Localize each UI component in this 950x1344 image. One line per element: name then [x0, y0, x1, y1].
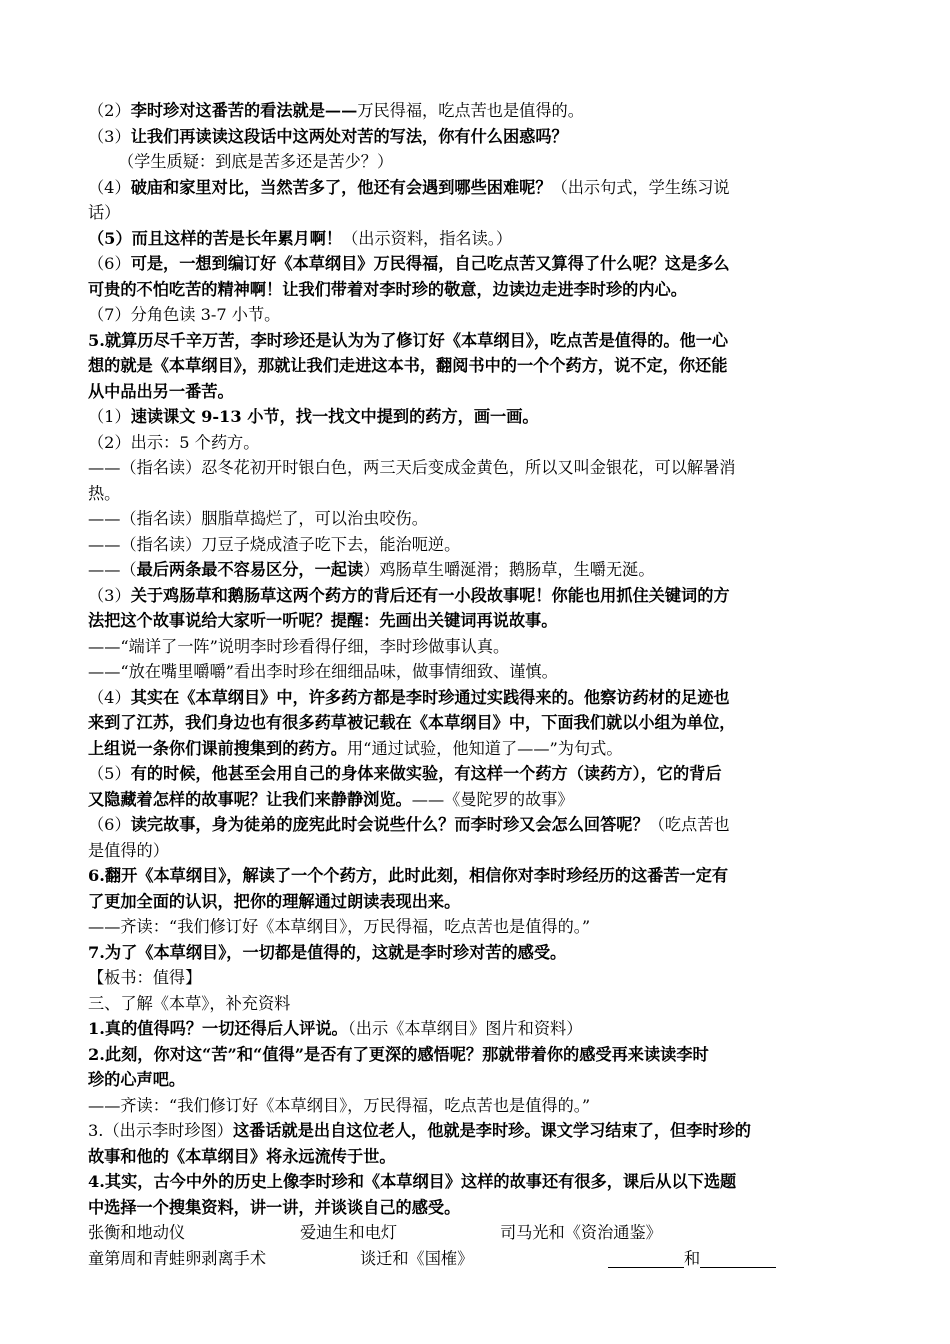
bold-text: （5）而且这样的苦是长年累月啊！ — [88, 228, 343, 248]
plain-text: 3.（出示李时珍图） — [88, 1121, 233, 1140]
blank-line — [700, 1251, 776, 1268]
bold-text: 又隐藏着怎样的故事呢？让我们来静静浏览。 — [88, 789, 412, 809]
text-line — [88, 404, 878, 430]
text-line — [88, 506, 878, 532]
bold-text: 让我们再读读这段话中这两处对苦的写法，你有什么困惑吗？ — [130, 126, 568, 146]
plain-text: 用“通过试验，他知道了——”为句式。 — [347, 738, 623, 758]
text-line — [88, 838, 878, 864]
plain-text: （6） — [88, 254, 131, 273]
bold-text: 了更加全面的认识，把你的理解通过朗读表现出来。 — [88, 891, 461, 911]
text-line — [88, 1067, 878, 1093]
plain-text: （7）分角色读 3-7 小节。 — [88, 305, 281, 324]
text-line — [88, 991, 878, 1017]
text-line — [88, 149, 878, 175]
text-line — [88, 328, 878, 354]
plain-text: ——“放在嘴里嚼嚼”看出李时珍在细细品味，做事情细致、谨慎。 — [88, 662, 558, 681]
document-page — [88, 98, 878, 1271]
text-line — [88, 685, 878, 711]
plain-text: （出示句式，学生练习说 — [551, 177, 730, 197]
text-line — [88, 940, 878, 966]
plain-text: ——（ — [88, 560, 137, 579]
text-line — [88, 379, 878, 405]
text-line — [88, 659, 878, 685]
plain-text: （3） — [88, 126, 131, 146]
text-line — [88, 532, 878, 558]
plain-text: ）鸡肠草生嚼涎滑；鹅肠草，生嚼无涎。 — [363, 560, 655, 579]
plain-text: （6） — [88, 815, 131, 834]
text-line — [88, 787, 878, 813]
text-line — [88, 710, 878, 736]
topic-row-2 — [88, 1246, 878, 1272]
text-line — [88, 302, 878, 328]
plain-text: ——《曼陀罗的故事》 — [411, 789, 574, 809]
text-line — [88, 1042, 878, 1068]
plain-text: 话） — [88, 203, 121, 222]
text-line — [88, 353, 878, 379]
bold-text: 破庙和家里对比，当然苦多了，他还有会遇到哪些困难呢？ — [130, 177, 552, 197]
bold-text: 想的就是《本草纲目》，那就让我们走进这本书，翻阅书中的一个个药方，说不定，你还能 — [88, 356, 728, 375]
bold-text: 7.为了《本草纲目》，一切都是值得的，这就是李时珍对苦的感受。 — [88, 942, 567, 962]
text-line — [88, 98, 878, 124]
text-line — [88, 812, 878, 838]
text-line — [88, 863, 878, 889]
plain-text: （吃点苦也 — [648, 815, 730, 834]
topic-item: 司马光和《资治通鉴》 — [500, 1223, 662, 1242]
bold-text: 来到了江苏，我们身边也有很多药草被记载在《本草纲目》中，下面我们就以小组为单位， — [88, 713, 736, 732]
plain-text: （4） — [88, 687, 131, 707]
text-line — [88, 1093, 878, 1119]
text-line — [88, 1118, 878, 1144]
bold-text: 珍的心声吧。 — [88, 1070, 186, 1089]
plain-text: （出示《本草纲目》图片和资料） — [347, 1019, 583, 1038]
text-line — [88, 277, 878, 303]
bold-text: 2.此刻，你对这“苦”和“值得”是否有了更深的感悟呢？那就带着你的感受再来读读李时 — [88, 1044, 709, 1064]
bold-text: 读完故事，身为徒弟的庞宪此时会说些什么？而李时珍又会怎么回答呢？ — [130, 815, 649, 834]
bold-text: 最后两条最不容易区分，一起读 — [136, 560, 364, 579]
text-line — [88, 430, 878, 456]
plain-text: 万民得福，吃点苦也是值得的。 — [357, 101, 584, 120]
text-line — [88, 761, 878, 787]
text-line — [88, 634, 878, 660]
text-line — [88, 557, 878, 583]
bold-text: 故事和他的《本草纲目》将永远流传于世。 — [88, 1146, 396, 1166]
text-line — [88, 1195, 878, 1221]
text-line — [88, 914, 878, 940]
plain-text: 热。 — [88, 483, 121, 503]
plain-text: ——“端详了一阵”说明李时珍看得仔细，李时珍做事认真。 — [88, 636, 510, 656]
text-line — [88, 481, 878, 507]
plain-text: 是值得的） — [88, 840, 169, 860]
text-line — [88, 1016, 878, 1042]
plain-text: （5） — [88, 764, 131, 783]
text-line — [88, 1144, 878, 1170]
bold-text: 其实在《本草纲目》中，许多药方都是李时珍通过实践得来的。他察访药材的足迹也 — [130, 687, 730, 707]
plain-text: 【板书：值得】 — [88, 968, 202, 987]
bold-text: 1.真的值得吗？一切还得后人评说。 — [88, 1019, 348, 1038]
bold-text: 5.就算历尽千辛万苦，李时珍还是认为为了修订好《本草纲目》，吃点苦是值得的。他一心 — [88, 330, 729, 350]
bold-text: 上组说一条你们课前搜集到的药方。 — [88, 738, 347, 758]
bold-text: 法把这个故事说给大家听一听呢？提醒：先画出关键词再说故事。 — [88, 611, 558, 630]
fill-in-blank-topic — [608, 1246, 776, 1272]
text-line — [88, 226, 878, 252]
topic-item: 谈迁和《国榷》 — [360, 1248, 474, 1268]
text-line — [88, 455, 878, 481]
text-line — [88, 889, 878, 915]
bold-text: 速读课文 9-13 小节，找一找文中提到的药方，画一画。 — [130, 407, 539, 426]
bold-text: 从中品出另一番苦。 — [88, 381, 234, 401]
bold-text: 4.其实，古今中外的历史上像李时珍和《本草纲目》这样的故事还有很多，课后从以下选题 — [88, 1172, 737, 1191]
topic-item: 爱迪生和电灯 — [300, 1223, 398, 1242]
bold-text: 有的时候，他甚至会用自己的身体来做实验，有这样一个药方（读药方），它的背后 — [130, 764, 722, 783]
bold-text: 可是，一想到编订好《本草纲目》万民得福，自己吃点苦又算得了什么呢？这是多么 — [130, 254, 730, 273]
plain-text: 三、了解《本草》，补充资料 — [88, 993, 291, 1013]
blank-joiner: 和 — [684, 1248, 701, 1268]
topic-item: 童第周和青蛙卵剥离手术 — [88, 1248, 267, 1268]
text-line — [88, 1169, 878, 1195]
text-line — [88, 608, 878, 634]
text-line — [88, 965, 878, 991]
bold-text: 这番话就是出自这位老人，他就是李时珍。课文学习结束了，但李时珍的 — [232, 1121, 751, 1140]
text-line — [88, 583, 878, 609]
plain-text: （4） — [88, 177, 131, 197]
plain-text: （2） — [88, 101, 131, 120]
plain-text: ——齐读：“我们修订好《本草纲目》，万民得福，吃点苦也是值得的。” — [88, 917, 591, 936]
bold-text: 中选择一个搜集资料，讲一讲，并谈谈自己的感受。 — [88, 1197, 461, 1217]
bold-text: 关于鸡肠草和鹅肠草这两个药方的背后还有一小段故事呢！你能也用抓住关键词的方 — [130, 585, 730, 605]
plain-text: ——（指名读）刀豆子烧成渣子吃下去，能治呃逆。 — [88, 534, 461, 554]
text-line — [88, 124, 878, 150]
text-line — [88, 251, 878, 277]
topic-item: 张衡和地动仪 — [88, 1223, 186, 1242]
bold-text: 李时珍对这番苦的看法就是—— — [130, 101, 358, 120]
bold-text: 6.翻开《本草纲目》，解读了一个个药方，此时此刻，相信你对李时珍经历的这番苦一定有 — [88, 866, 729, 885]
plain-text: （学生质疑：到底是苦多还是苦少？） — [118, 152, 394, 171]
text-line — [88, 736, 878, 762]
lesson-plan-body — [88, 98, 878, 1220]
text-line — [88, 200, 878, 226]
plain-text: （3） — [88, 585, 131, 605]
text-line — [88, 175, 878, 201]
plain-text: ——（指名读）忍冬花初开时银白色，两三天后变成金黄色，所以又叫金银花，可以解暑消 — [88, 458, 736, 477]
bold-text: 可贵的不怕吃苦的精神啊！让我们带着对李时珍的敬意，边读边走进李时珍的内心。 — [88, 279, 687, 299]
plain-text: （1） — [88, 407, 131, 426]
plain-text: （出示资料，指名读。） — [342, 228, 513, 248]
blank-line — [608, 1251, 684, 1268]
topic-row-1 — [88, 1220, 878, 1246]
plain-text: （2）出示：5 个药方。 — [88, 432, 260, 452]
plain-text: ——齐读：“我们修订好《本草纲目》，万民得福，吃点苦也是值得的。” — [88, 1095, 591, 1115]
plain-text: ——（指名读）胭脂草捣烂了，可以治虫咬伤。 — [88, 509, 428, 528]
